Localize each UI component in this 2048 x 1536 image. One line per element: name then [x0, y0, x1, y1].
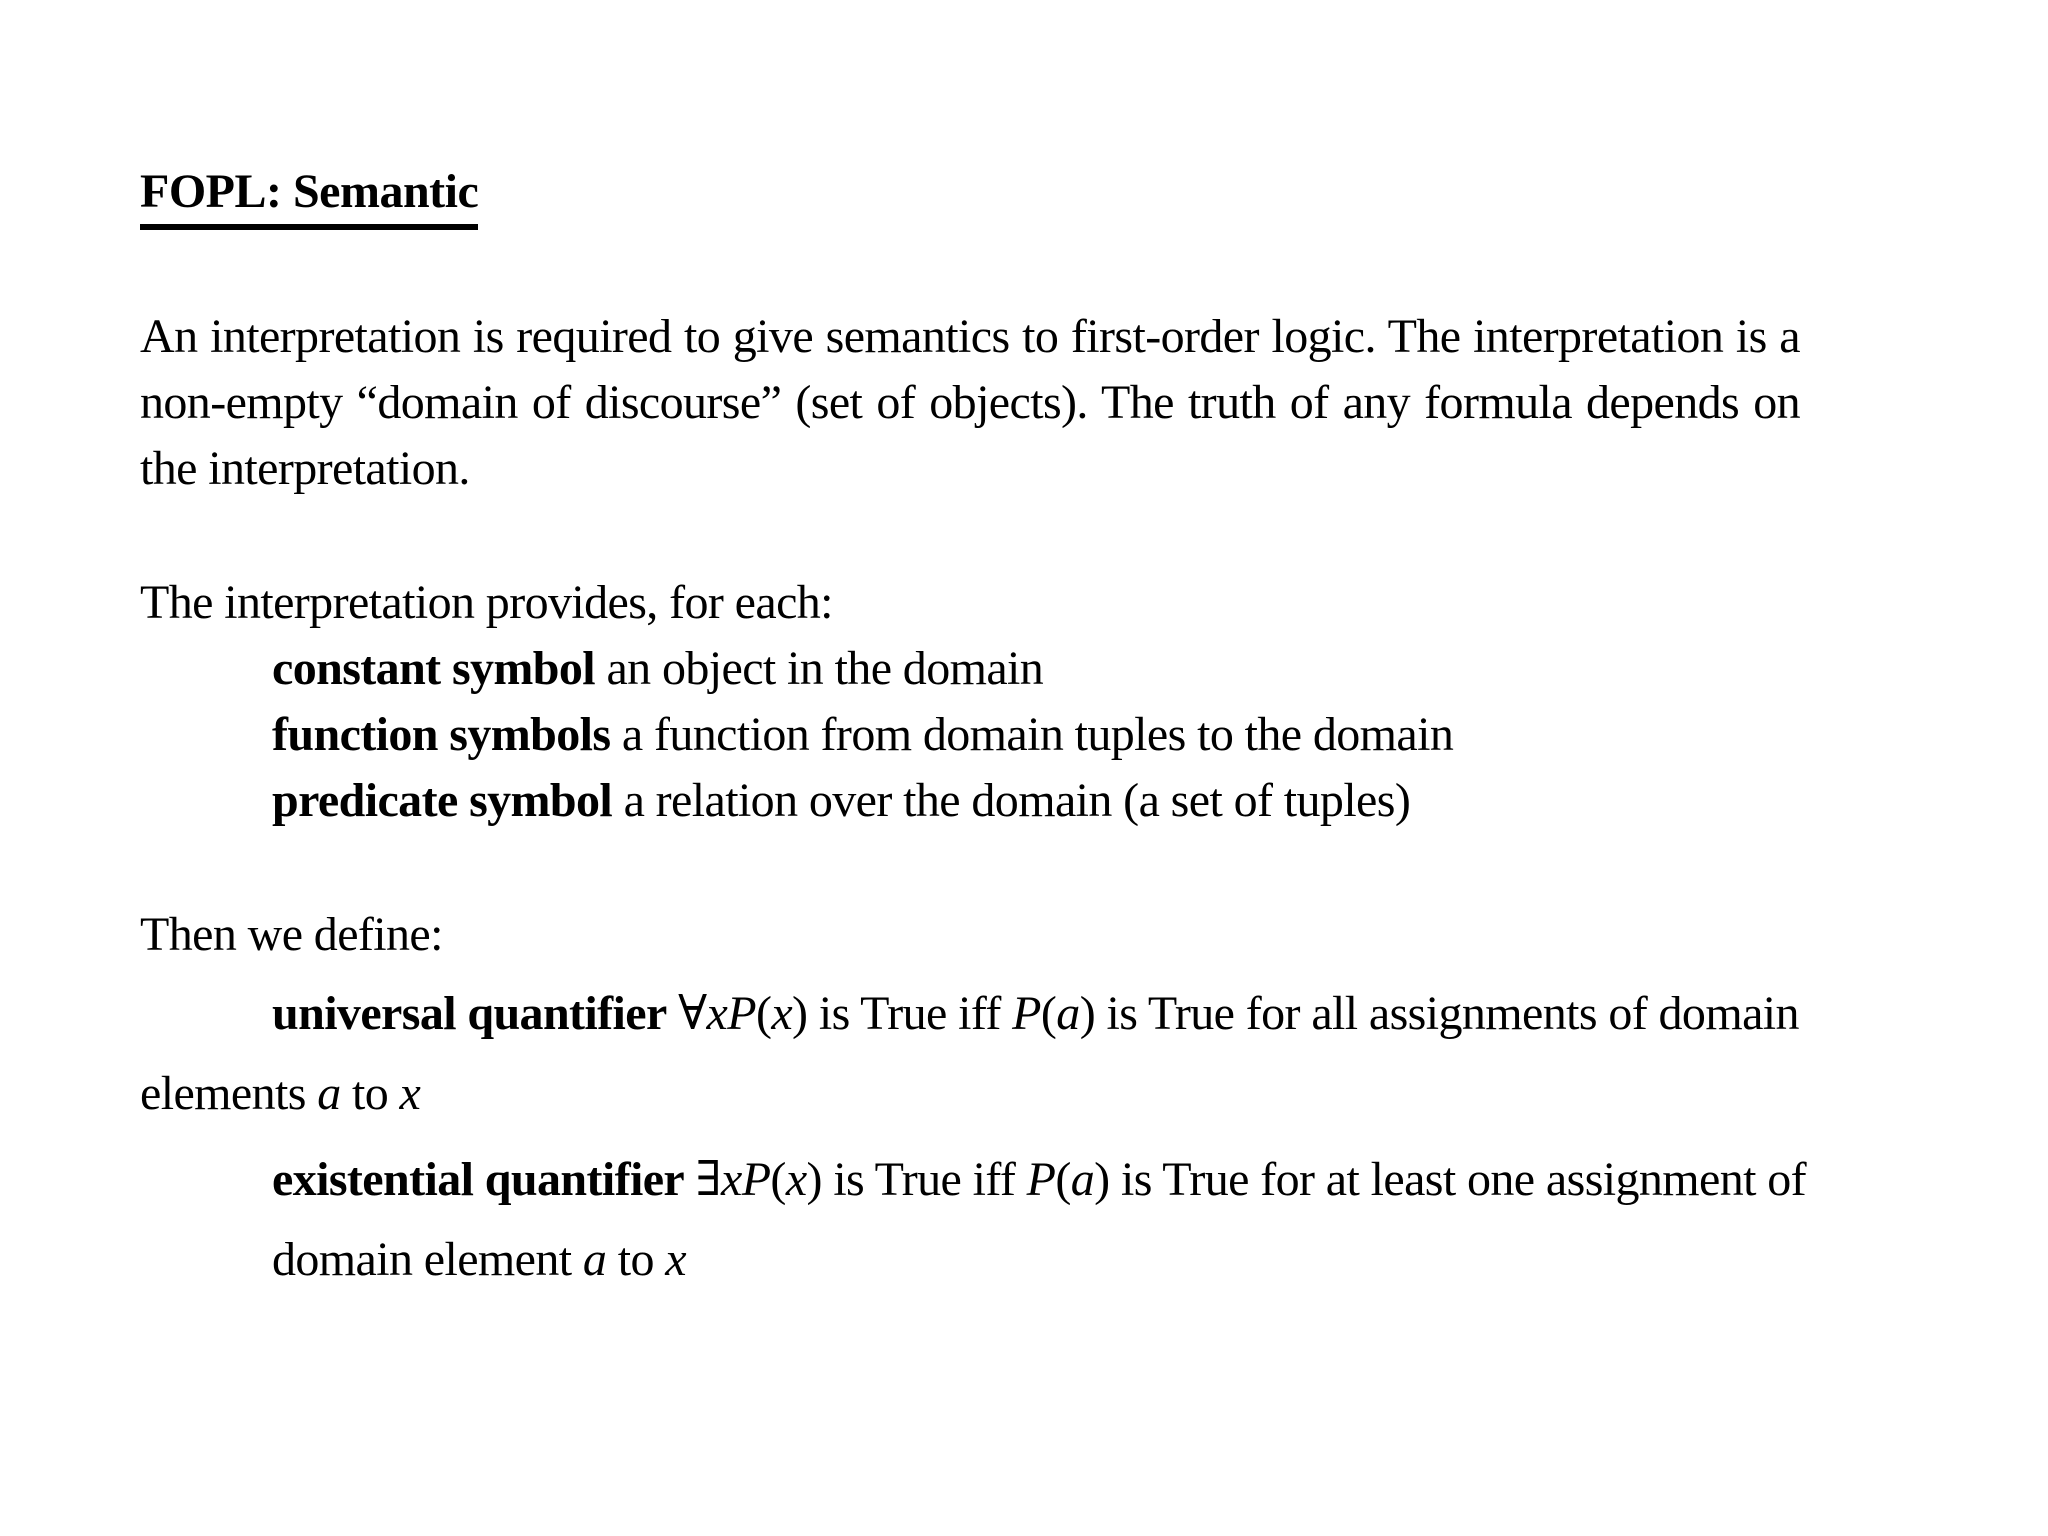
- text-fragment: is True iff: [807, 987, 1013, 1040]
- term-function-symbols: function symbols: [272, 708, 611, 761]
- slide-content: [140, 160, 1820, 1300]
- math-predicate: P: [741, 1153, 771, 1206]
- math-var: a: [317, 1067, 341, 1120]
- list-item-predicate-symbol: [272, 768, 1820, 834]
- description-function-symbols: a function from domain tuples to the domain: [610, 708, 1454, 761]
- term-existential-quantifier: existential quantifier: [272, 1153, 685, 1206]
- define-lead: Then we define:: [140, 908, 443, 961]
- universal-quantifier-definition: [140, 974, 1820, 1134]
- text-fragment: is True iff: [821, 1153, 1027, 1206]
- text-fragment: is True for at least one assignment of: [1109, 1153, 1807, 1206]
- slide-title: FOPL: Semantic: [140, 160, 478, 230]
- term-predicate-symbol: predicate symbol: [272, 774, 613, 827]
- math-arg: x: [785, 1153, 807, 1206]
- term-universal-quantifier: universal quantifier: [272, 987, 667, 1040]
- math-predicate: P: [727, 987, 756, 1040]
- list-item-constant-symbol: [272, 636, 1820, 702]
- math-predicate: P: [1012, 987, 1041, 1040]
- description-constant-symbol: an object in the domain: [595, 642, 1044, 695]
- math-var: x: [706, 987, 728, 1040]
- universal-line-2: [140, 1054, 1820, 1134]
- text-fragment: is True for all assignments of domain: [1095, 987, 1799, 1040]
- math-predicate: P: [1026, 1153, 1056, 1206]
- term-constant-symbol: constant symbol: [272, 642, 596, 695]
- intro-paragraph: An interpretation is required to give semantics to first-order logic. The interpretation is a non-empty “domain of discourse” (set of objects). The truth of any formula depends on the interpretation.: [140, 310, 1800, 495]
- math-arg: a: [1056, 987, 1080, 1040]
- text-fragment: elements: [140, 1067, 318, 1120]
- math-arg: a: [1070, 1153, 1095, 1206]
- math-var: x: [720, 1153, 742, 1206]
- provides-list: [272, 636, 1820, 834]
- description-predicate-symbol: a relation over the domain (a set of tuples): [612, 774, 1411, 827]
- provides-lead: The interpretation provides, for each:: [140, 576, 833, 629]
- universal-line-1: universal quantifier ∀xP(x) is True iff P(a) is True for all assignments of domain: [272, 987, 1799, 1040]
- text-fragment: domain element: [272, 1233, 583, 1286]
- forall-symbol: ∀: [678, 987, 707, 1040]
- list-item-function-symbols: [272, 702, 1820, 768]
- math-var: x: [665, 1233, 686, 1286]
- math-arg: x: [771, 987, 793, 1040]
- exists-symbol: ∃: [695, 1153, 721, 1206]
- existential-line-2: [140, 1220, 1820, 1300]
- math-var: x: [399, 1067, 421, 1120]
- existential-line-1: existential quantifier ∃xP(x) is True iff P(a) is True for at least one assignment of: [272, 1153, 1807, 1206]
- text-fragment: to: [340, 1067, 400, 1120]
- existential-quantifier-definition: [140, 1140, 1820, 1300]
- math-var: a: [582, 1233, 607, 1286]
- text-fragment: to: [606, 1233, 666, 1286]
